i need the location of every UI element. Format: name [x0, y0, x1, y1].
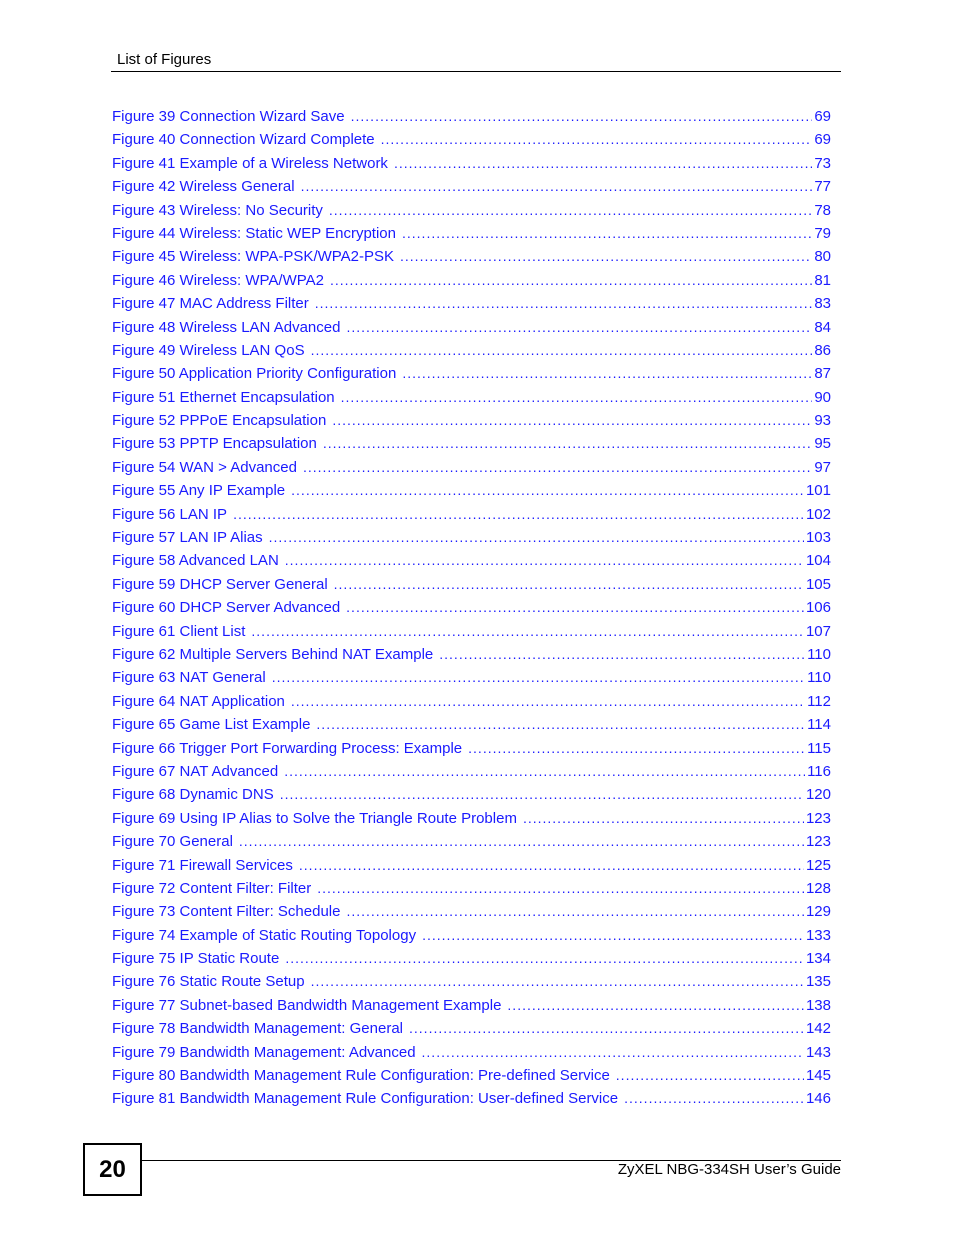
toc-entry-page: 79 [814, 224, 831, 242]
toc-entry-label: Figure 47 MAC Address Filter [112, 295, 309, 313]
toc-entry-link[interactable] [112, 339, 831, 362]
toc-dot-leader [291, 479, 804, 502]
toc-entry-page: 84 [814, 318, 831, 336]
toc-entry-label: Figure 70 General [112, 833, 233, 851]
toc-entry-page: 87 [814, 365, 831, 383]
toc-entry-page: 142 [805, 1020, 831, 1038]
toc-dot-leader [316, 713, 805, 736]
toc-entry-label: Figure 67 NAT Advanced [112, 762, 279, 780]
toc-dot-leader [233, 503, 804, 526]
toc-entry-link[interactable] [112, 830, 831, 853]
toc-entry-page: 133 [805, 926, 831, 944]
toc-entry-page: 86 [814, 341, 831, 359]
toc-entry-link[interactable] [112, 245, 831, 268]
toc-entry-label: Figure 55 Any IP Example [112, 482, 286, 500]
toc-entry-page: 101 [805, 482, 831, 500]
toc-entry-link[interactable] [112, 456, 831, 479]
toc-entry-page: 112 [807, 692, 831, 710]
toc-entry-label: Figure 65 Game List Example [112, 716, 311, 734]
toc-entry-label: Figure 78 Bandwidth Management: General [112, 1020, 404, 1038]
toc-entry-page: 134 [805, 950, 831, 968]
toc-dot-leader [303, 456, 812, 479]
toc-dot-leader [381, 128, 813, 151]
toc-entry-page: 103 [805, 529, 831, 547]
toc-entry-label: Figure 50 Application Priority Configuration [112, 365, 397, 383]
toc-entry-label: Figure 48 Wireless LAN Advanced [112, 318, 341, 336]
toc-entry-label: Figure 44 Wireless: Static WEP Encryption [112, 224, 396, 242]
toc-dot-leader [422, 924, 804, 947]
toc-entry-page: 95 [814, 435, 831, 453]
toc-entry-link[interactable] [112, 690, 831, 713]
toc-dot-leader [400, 245, 812, 268]
toc-entry-link[interactable] [112, 269, 831, 292]
toc-entry-page: 81 [814, 271, 831, 289]
toc-entry-label: Figure 39 Connection Wizard Save [112, 108, 345, 125]
toc-entry-link[interactable] [112, 292, 831, 315]
toc-entry-page: 135 [805, 973, 831, 991]
toc-dot-leader [285, 947, 804, 970]
toc-entry-link[interactable] [112, 596, 831, 619]
toc-entry-label: Figure 66 Trigger Port Forwarding Process: Example [112, 739, 463, 757]
toc-entry-label: Figure 42 Wireless General [112, 178, 295, 196]
toc-entry-link[interactable] [112, 479, 831, 502]
toc-dot-leader [523, 807, 804, 830]
toc-dot-leader [317, 877, 804, 900]
toc-entry-page: 110 [807, 645, 831, 663]
toc-entry-link[interactable] [112, 620, 831, 643]
toc-entry-link[interactable] [112, 783, 831, 806]
toc-dot-leader [439, 643, 805, 666]
toc-dot-leader [468, 737, 805, 760]
toc-entry-label: Figure 61 Client List [112, 622, 246, 640]
toc-entry-link[interactable] [112, 1087, 831, 1110]
header-divider [111, 71, 841, 72]
toc-dot-leader [351, 105, 813, 128]
toc-dot-leader [280, 783, 804, 806]
toc-entry-link[interactable] [112, 666, 831, 689]
toc-dot-leader [346, 316, 812, 339]
toc-entry-page: 104 [805, 552, 831, 570]
toc-entry-link[interactable] [112, 573, 831, 596]
toc-entry-label: Figure 45 Wireless: WPA-PSK/WPA2-PSK [112, 248, 395, 266]
toc-entry-link[interactable] [112, 807, 831, 830]
toc-entry-link[interactable] [112, 900, 831, 923]
toc-entry-page: 90 [814, 388, 831, 406]
toc-entry-label: Figure 59 DHCP Server General [112, 575, 328, 593]
toc-entry-page: 78 [814, 201, 831, 219]
toc-entry-page: 73 [814, 154, 831, 172]
toc-entry-link[interactable] [112, 222, 831, 245]
toc-entry-link[interactable] [112, 362, 831, 385]
toc-entry-label: Figure 69 Using IP Alias to Solve the Triangle Route Problem [112, 809, 517, 827]
toc-entry-link[interactable] [112, 994, 831, 1017]
toc-dot-leader [329, 199, 812, 222]
toc-entry-label: Figure 52 PPPoE Encapsulation [112, 412, 327, 430]
toc-entry-label: Figure 41 Example of a Wireless Network [112, 154, 388, 172]
toc-entry-label: Figure 43 Wireless: No Security [112, 201, 323, 219]
toc-entry-link[interactable] [112, 1064, 831, 1087]
toc-entry-page: 102 [805, 505, 831, 523]
toc-entry-page: 77 [814, 178, 831, 196]
toc-dot-leader [409, 1017, 804, 1040]
toc-entry-label: Figure 68 Dynamic DNS [112, 786, 274, 804]
toc-dot-leader [341, 386, 813, 409]
toc-entry-label: Figure 62 Multiple Servers Behind NAT Example [112, 645, 434, 663]
toc-entry-link[interactable] [112, 1041, 831, 1064]
toc-entry-label: Figure 77 Subnet-based Bandwidth Management Example [112, 996, 502, 1014]
toc-dot-leader [269, 526, 804, 549]
page-number: 20 [99, 1155, 126, 1183]
toc-dot-leader [334, 573, 804, 596]
toc-entry-link[interactable] [112, 643, 831, 666]
toc-entry-page: 125 [805, 856, 831, 874]
toc-entry-page: 105 [805, 575, 831, 593]
toc-entry-link[interactable] [112, 105, 831, 128]
toc-entry-label: Figure 53 PPTP Encapsulation [112, 435, 317, 453]
toc-entry-label: Figure 63 NAT General [112, 669, 266, 687]
toc-entry-label: Figure 49 Wireless LAN QoS [112, 341, 305, 359]
toc-entry-link[interactable] [112, 1017, 831, 1040]
toc-dot-leader [284, 760, 805, 783]
toc-dot-leader [616, 1064, 804, 1087]
toc-dot-leader [624, 1087, 804, 1110]
toc-entry-page: 69 [814, 108, 831, 125]
toc-dot-leader [507, 994, 804, 1017]
toc-entry-page: 128 [805, 879, 831, 897]
toc-entry-link[interactable] [112, 737, 831, 760]
toc-entry-page: 115 [807, 739, 831, 757]
toc-entry-link[interactable] [112, 409, 831, 432]
footer-guide-title: ZyXEL NBG-334SH User’s Guide [617, 1161, 841, 1178]
toc-entry-label: Figure 73 Content Filter: Schedule [112, 903, 341, 921]
toc-entry-link[interactable] [112, 760, 831, 783]
toc-entry-link[interactable] [112, 924, 831, 947]
toc-entry-page: 107 [805, 622, 831, 640]
toc-entry-label: Figure 60 DHCP Server Advanced [112, 599, 341, 617]
toc-entry-label: Figure 72 Content Filter: Filter [112, 879, 312, 897]
toc-dot-leader [402, 222, 812, 245]
toc-entry-link[interactable] [112, 199, 831, 222]
toc-entry-label: Figure 40 Connection Wizard Complete [112, 131, 375, 149]
toc-entry-label: Figure 76 Static Route Setup [112, 973, 305, 991]
page-number-box [83, 1143, 142, 1196]
toc-entry-label: Figure 80 Bandwidth Management Rule Configuration: Pre-defined Service [112, 1067, 610, 1085]
toc-dot-leader [272, 666, 805, 689]
toc-entry-link[interactable] [112, 128, 831, 151]
toc-entry-page: 145 [805, 1067, 831, 1085]
toc-entry-page: 143 [805, 1043, 831, 1061]
toc-entry-page: 123 [805, 833, 831, 851]
toc-dot-leader [402, 362, 812, 385]
toc-entry-link[interactable] [112, 549, 831, 572]
toc-entry-label: Figure 75 IP Static Route [112, 950, 280, 968]
toc-entry-link[interactable] [112, 947, 831, 970]
toc-entry-page: 114 [807, 716, 831, 734]
toc-entry-page: 146 [805, 1090, 831, 1108]
toc-dot-leader [323, 432, 812, 455]
toc-entry-link[interactable] [112, 970, 831, 993]
toc-entry-label: Figure 81 Bandwidth Management Rule Configuration: User-defined Service [112, 1090, 619, 1108]
toc-entry-page: 93 [814, 412, 831, 430]
toc-dot-leader [291, 690, 805, 713]
toc-entry-page: 116 [807, 762, 831, 780]
toc-dot-leader [315, 292, 813, 315]
toc-dot-leader [332, 409, 812, 432]
toc-dot-leader [346, 900, 804, 923]
toc-entry-page: 69 [814, 131, 831, 149]
toc-entry-link[interactable] [112, 386, 831, 409]
toc-entry-page: 129 [805, 903, 831, 921]
toc-dot-leader [311, 970, 804, 993]
toc-entry-page: 97 [814, 458, 831, 476]
toc-dot-leader [330, 269, 812, 292]
toc-entry-page: 83 [814, 295, 831, 313]
toc-entry-label: Figure 58 Advanced LAN [112, 552, 279, 570]
toc-entry-label: Figure 46 Wireless: WPA/WPA2 [112, 271, 324, 289]
toc-dot-leader [301, 175, 813, 198]
toc-entry-link[interactable] [112, 503, 831, 526]
toc-dot-leader [311, 339, 813, 362]
toc-entry-link[interactable] [112, 713, 831, 736]
toc-entry-link[interactable] [112, 152, 831, 175]
toc-entry-page: 123 [805, 809, 831, 827]
toc-entry-label: Figure 54 WAN > Advanced [112, 458, 297, 476]
toc-entry-page: 110 [807, 669, 831, 687]
toc-entry-page: 106 [805, 599, 831, 617]
toc-entry-link[interactable] [112, 316, 831, 339]
toc-entry-label: Figure 79 Bandwidth Management: Advanced [112, 1043, 416, 1061]
toc-entry-label: Figure 74 Example of Static Routing Topology [112, 926, 417, 944]
toc-dot-leader [251, 620, 804, 643]
toc-dot-leader [422, 1041, 804, 1064]
toc-entry-label: Figure 56 LAN IP [112, 505, 228, 523]
toc-entry-link[interactable] [112, 432, 831, 455]
toc-dot-leader [394, 152, 812, 175]
toc-entry-label: Figure 71 Firewall Services [112, 856, 293, 874]
toc-dot-leader [239, 830, 804, 853]
list-of-figures [112, 105, 831, 1111]
toc-entry-label: Figure 57 LAN IP Alias [112, 529, 263, 547]
toc-entry-page: 138 [805, 996, 831, 1014]
toc-entry-link[interactable] [112, 854, 831, 877]
running-header-title: List of Figures [117, 51, 212, 68]
toc-entry-label: Figure 51 Ethernet Encapsulation [112, 388, 335, 406]
toc-entry-label: Figure 64 NAT Application [112, 692, 285, 710]
toc-dot-leader [285, 549, 804, 572]
toc-entry-page: 120 [805, 786, 831, 804]
toc-entry-link[interactable] [112, 877, 831, 900]
toc-entry-link[interactable] [112, 526, 831, 549]
toc-dot-leader [346, 596, 804, 619]
toc-entry-link[interactable] [112, 175, 831, 198]
toc-dot-leader [299, 854, 804, 877]
toc-entry-page: 80 [814, 248, 831, 266]
